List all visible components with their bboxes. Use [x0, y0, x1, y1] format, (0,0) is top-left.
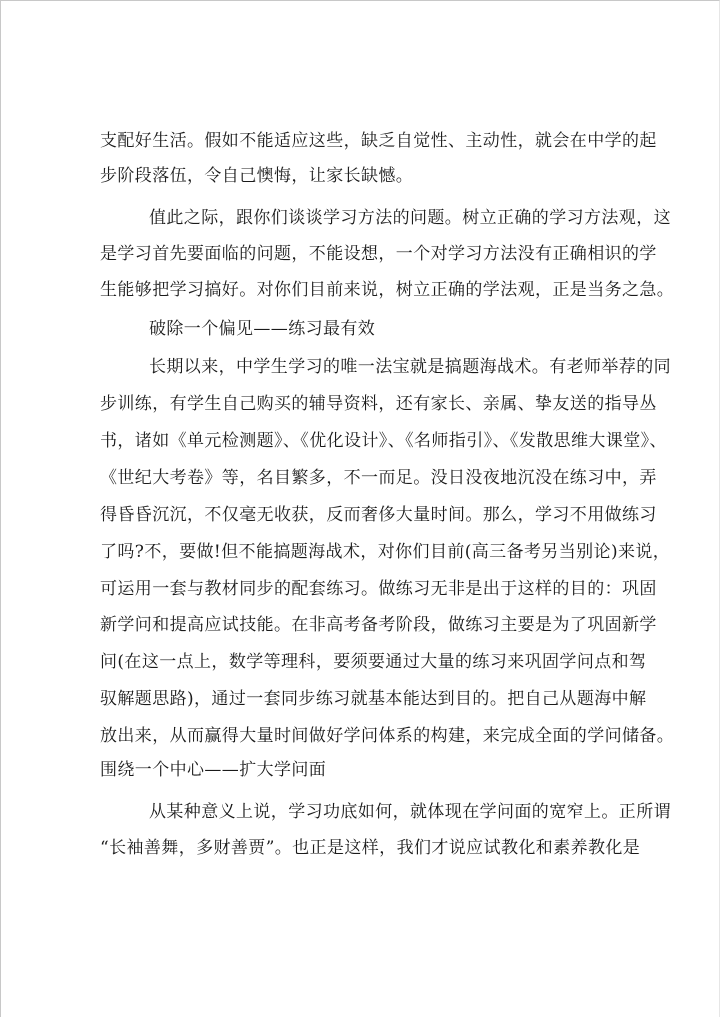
text-line: 驭解题思路)，通过一套同步练习就基本能达到目的。把自己从题海中解	[100, 689, 647, 709]
text-line: 问(在这一点上，数学等理科，要须要通过大量的练习来巩固学问点和驾	[100, 652, 647, 672]
text-line: 《世纪大考卷》等，名目繁多，不一而足。没日没夜地沉没在练习中，弄	[100, 468, 657, 488]
text-line: 长期以来，中学生学习的唯一法宝就是搞题海战术。有老师举荐的同	[149, 357, 671, 377]
text-line: 从某种意义上说，学习功底如何，就体现在学问面的宽窄上。正所谓	[149, 802, 671, 822]
text-line: 新学问和提高应试技能。在非高考备考阶段，做练习主要是为了巩固新学	[100, 615, 657, 635]
section-heading: 破除一个偏见——练习最有效	[149, 319, 376, 339]
text-line: 支配好生活。假如不能适应这些，缺乏自觉性、主动性，就会在中学的起	[100, 131, 657, 151]
text-line: 值此之际，跟你们谈谈学习方法的问题。树立正确的学习方法观，这	[149, 208, 671, 228]
text-line: 生能够把学习搞好。对你们目前来说，树立正确的学法观，正是当务之急。	[100, 280, 675, 300]
text-line: “长袖善舞，多财善贾”。也正是这样，我们才说应试教化和素养教化是	[100, 838, 641, 858]
text-line: 得昏昏沉沉，不仅毫无收获，反而奢侈大量时间。那么，学习不用做练习	[100, 505, 657, 525]
text-line: 步阶段落伍，令自己懊悔，让家长缺憾。	[100, 166, 414, 186]
section-heading: 围绕一个中心——扩大学问面	[100, 760, 327, 780]
text-line: 放出来，从而赢得大量时间做好学问体系的构建，来完成全面的学问储备。	[100, 726, 675, 746]
text-line: 书，诸如《单元检测题》、《优化设计》、《名师指引》、《发散思维大课堂》、	[100, 431, 667, 451]
text-line: 可运用一套与教材同步的配套练习。做练习无非是出于这样的目的：巩固	[100, 579, 657, 599]
text-line: 是学习首先要面临的问题，不能设想，一个对学习方法没有正确相识的学	[100, 244, 657, 264]
text-line: 步训练，有学生自己购买的辅导资料，还有家长、亲属、挚友送的指导丛	[100, 394, 657, 414]
text-line: 了吗?不，要做!但不能搞题海战术，对你们目前(高三备考另当别论)来说，	[100, 542, 671, 562]
